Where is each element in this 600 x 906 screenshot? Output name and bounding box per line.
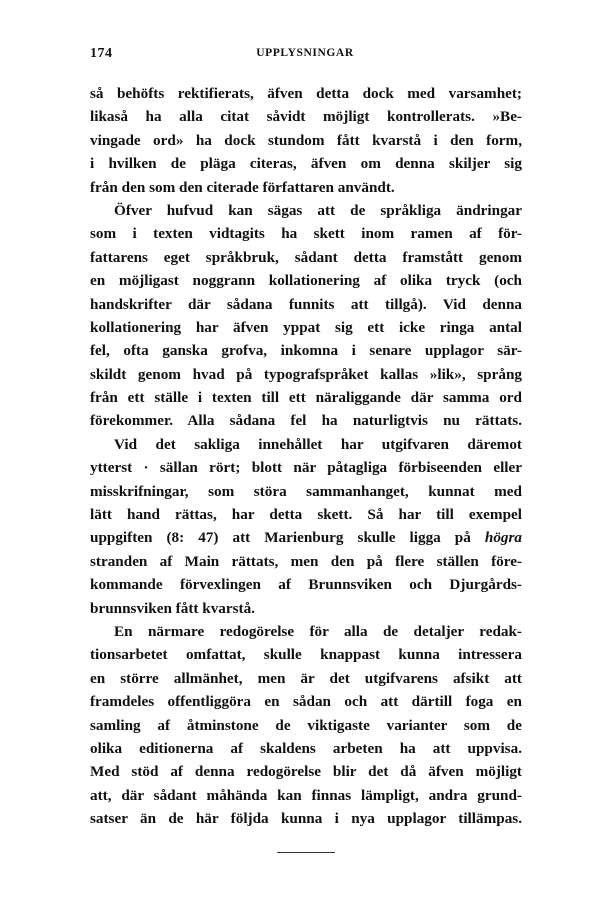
text-line: olika editionerna af skaldens arbeten ha att uppvisa. [90,739,522,757]
text-line [90,526,522,549]
text-line: Med stöd af denna redogörelse blir det då äfven möjligt [90,763,522,781]
text-line: från ett ställe i texten till ett näraliggande där samma ord [90,389,522,407]
text-line: vingade ord» ha dock stundom fått kvarstå i den form, [90,131,522,149]
text-line: ytterst · sällan rört; blott när påtagliga förbiseenden eller [90,459,522,477]
text-line: tionsarbetet omfattat, skulle knappast kunna intressera [90,646,522,664]
running-head: UPPLYSNINGAR [256,47,354,59]
text-line: en möjligast noggrann kollationering af olika tryck (och [90,272,522,290]
text-line: från den som den citerade författaren användt. [90,178,395,196]
text-line: skildt genom hvad på typografspråket kallas »lik», språng [90,365,522,383]
text-line: framdeles offentliggöra en sådan och att därtill foga en [90,693,522,711]
text-line: att, där sådant måhända kan finnas lämpligt, andra grund- [90,786,522,804]
text-line: lätt hand rättas, har detta skett. Så har till exempel [90,506,522,524]
text-line: samling af åtminstone de viktigaste varianter som de [90,716,522,734]
end-rule [277,852,335,853]
text-line: som i texten vidtagits ha skett inom ramen af för- [90,225,522,243]
text-line: handskrifter där sådana funnits att tillgå). Vid denna [90,295,522,313]
text-line: så behöfts rektifierats, äfven detta dock med varsamhet; [90,85,522,102]
body-text [90,82,522,831]
text-line: en större allmänhet, men är det utgifvarens afsikt att [90,669,522,687]
text-line: Vid det sakliga innehållet har utgifvaren däremot [114,435,522,453]
text-line: fattarens eget språkbruk, sådant detta framstått genom [90,248,522,266]
page-number: 174 [90,46,113,61]
text-line: likaså ha alla citat såvidt möjligt kontrollerats. »Be- [90,108,522,126]
text-line: kollationering har äfven yppat sig ett icke ringa antal [90,318,522,336]
text-line: i hvilken de pläga citeras, äfven om denna skiljer sig [90,155,522,173]
text-line: fel, ofta ganska grofva, inkomna i senare upplagor sär- [90,342,522,360]
text-line: förekommer. Alla sådana fel ha naturligtvis nu rättats. [90,412,522,430]
text-line-part: uppgiften (8: 47) att Marienburg skulle ligga på [90,529,471,547]
text-line: Öfver hufvud kan sägas att de språkliga ändringar [114,201,522,219]
text-line: kommande förvexlingen af Brunnsviken och Djurgårds- [90,576,522,594]
text-line: En närmare redogörelse för alla de detaljer redak- [114,622,522,640]
page-header [90,46,520,66]
text-line: misskrifningar, som störa sammanhanget, kunnat med [90,482,522,500]
text-line: brunnsviken fått kvarstå. [90,599,255,617]
text-line: stranden af Main rättats, men den på flere ställen före- [90,552,522,570]
italic-word: högra [484,529,522,547]
text-line: satser än de här följda kunna i nya upplagor tillämpas. [90,810,522,828]
